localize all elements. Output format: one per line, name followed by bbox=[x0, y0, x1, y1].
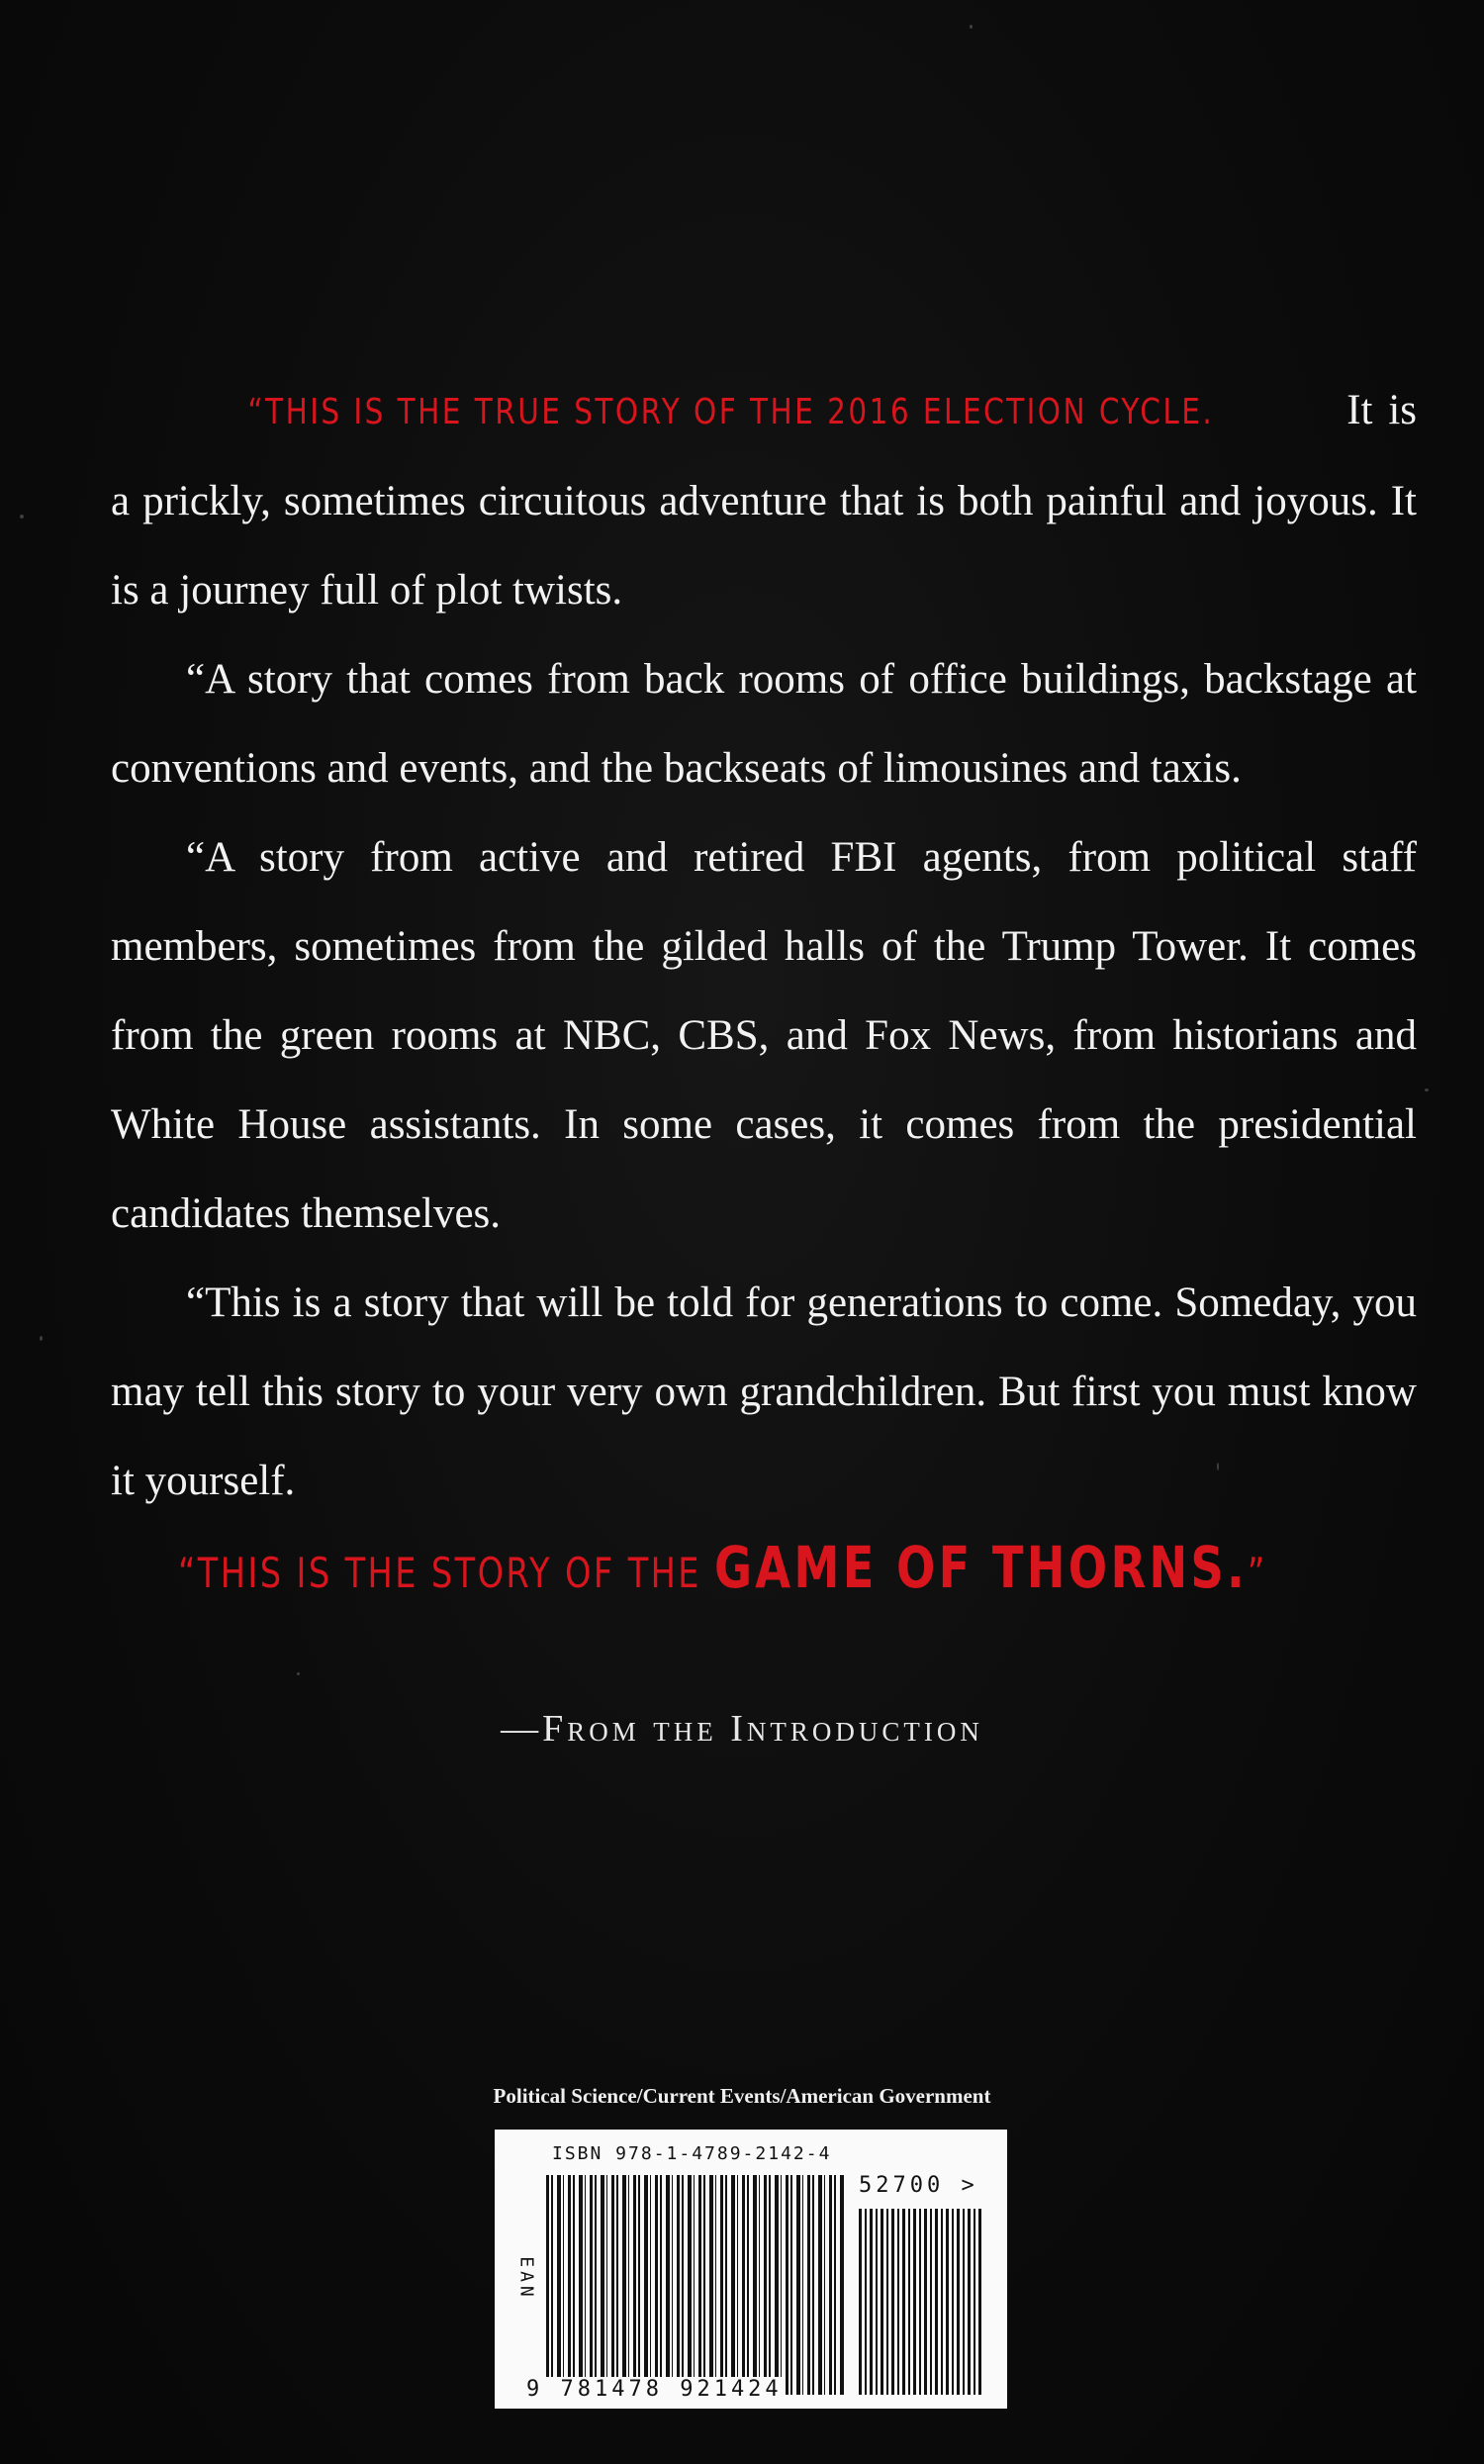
book-title: GAME OF THORNS. bbox=[714, 1534, 1248, 1601]
paragraph-4: “This is a story that will be told for generations to come. Someday, you may tell this story to your very own grandchildren. But first you must know it yourself. bbox=[111, 1279, 1417, 1504]
closing-prefix: “THIS IS THE STORY OF THE bbox=[178, 1549, 701, 1597]
price-barcode bbox=[859, 2209, 983, 2395]
closing-line bbox=[178, 1534, 1267, 1601]
paragraph-3: “A story from active and retired FBI agents, from political staff members, sometimes from the gilded halls of the Trump Tower. It comes from the green rooms at NBC, CBS, and Fox News, from historians and White House assistants. In some cases, it comes from the presidential candidates themselves. bbox=[111, 834, 1417, 1237]
paragraph-2: “A story that comes from back rooms of office buildings, backstage at conventions and events, and the backseats of limousines and taxis. bbox=[111, 656, 1417, 792]
dust-speck bbox=[1425, 1089, 1429, 1091]
paragraph-1 bbox=[111, 366, 1417, 635]
barcode-digits: 9 781478 921424 bbox=[526, 2377, 783, 2402]
intro-excerpt bbox=[111, 366, 1417, 1526]
barcode-panel bbox=[495, 2130, 1007, 2409]
price-code: 52700 > bbox=[859, 2173, 978, 2198]
lead-caps-heading: “THIS IS THE TRUE STORY OF THE 2016 ELECTION CYCLE. bbox=[247, 392, 1215, 432]
closing-quote: ” bbox=[1247, 1549, 1267, 1597]
dust-speck bbox=[40, 1336, 43, 1341]
dust-speck bbox=[970, 25, 973, 29]
dust-speck bbox=[297, 1672, 300, 1675]
attribution: —From the Introduction bbox=[501, 1708, 983, 1750]
isbn-label: ISBN 978-1-4789-2142-4 bbox=[552, 2143, 832, 2164]
ean-barcode bbox=[546, 2175, 845, 2395]
dust-speck bbox=[20, 515, 24, 519]
bisac-category: Political Science/Current Events/American Government bbox=[493, 2084, 991, 2108]
paragraph-1-text: It is a prickly, sometimes circuitous adventure that is both painful and joyous. It is a journey full of plot twists. bbox=[111, 387, 1417, 614]
ean-label: EAN bbox=[515, 2256, 537, 2301]
